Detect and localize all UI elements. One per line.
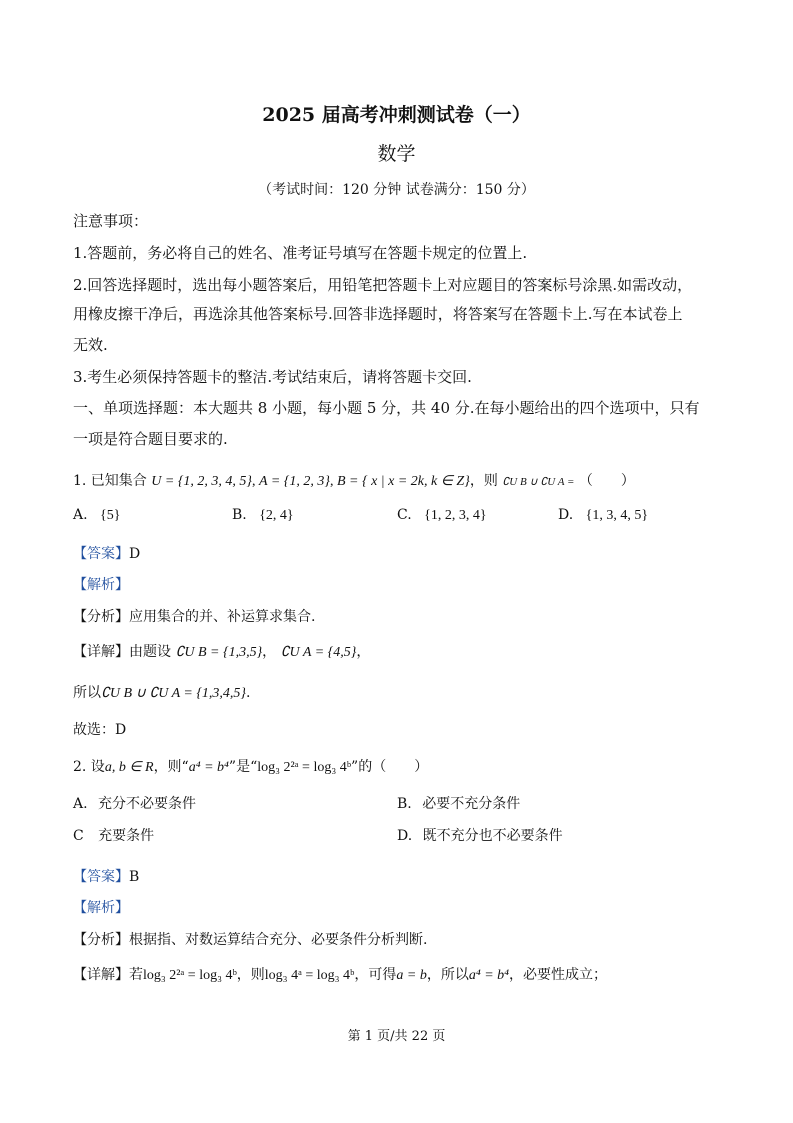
option-value: 既不充分也不必要条件	[422, 828, 563, 844]
notice-item-3: 3.考生必须保持答题卡的整洁.考试结束后，请将答题卡交回.	[73, 368, 472, 386]
notice-item-2-line-2: 用橡皮擦干净后，再选涂其他答案标号.回答非选择题时，将答案写在答题卡上.写在本试卷上	[73, 305, 683, 323]
fenxi-text: 应用集合的并、补运算求集合.	[129, 609, 316, 625]
option-value: {1, 2, 3, 4}	[424, 508, 487, 523]
question-2-cond-2: log₃ 2²ᵃ = log₃ 4ᵇ	[257, 760, 352, 775]
q2-analysis-tag: 【解析】	[73, 900, 129, 916]
detail-get: ，可得	[354, 967, 397, 983]
answer-value: D	[129, 546, 141, 562]
subject-title: 数学	[377, 143, 416, 165]
option-label: D.	[397, 828, 413, 844]
answer-tag: 【答案】	[73, 546, 129, 562]
q2-detail	[73, 964, 607, 984]
option-label: B.	[397, 796, 412, 812]
notice-item-2-line-3: 无效.	[73, 336, 108, 354]
detail-prefix: 由题设	[129, 644, 171, 660]
question-2-vars: a, b ∈ R	[104, 760, 154, 775]
q1-option-c	[397, 507, 487, 524]
answer-value: B	[129, 869, 140, 885]
so-prefix: 所以	[73, 685, 101, 701]
detail-eq-2: log₃ 4ᵃ = log₃ 4ᵇ	[264, 968, 355, 983]
q2-option-a	[73, 793, 196, 813]
q1-fenxi	[73, 606, 315, 626]
option-value: 充分不必要条件	[98, 796, 197, 812]
option-label: B.	[232, 507, 247, 523]
question-1-prefix: 1. 已知集合	[73, 473, 147, 489]
q1-analysis-tag: 【解析】	[73, 577, 129, 593]
detail-eq-3: a = b	[396, 968, 427, 983]
detail-complement-b: ∁U B = {1,3,5}	[175, 645, 263, 660]
q2-option-c	[73, 825, 154, 845]
exam-title: 2025 届高考冲刺测试卷（一）	[262, 104, 531, 126]
set-a: A = {1, 2, 3}	[259, 474, 330, 489]
section-line-2: 一项是符合题目要求的.	[73, 430, 228, 448]
set-u: U = {1, 2, 3, 4, 5}	[151, 474, 253, 489]
detail-if: 若	[129, 967, 143, 983]
detail-eq-4: a⁴ = b⁴	[468, 968, 510, 983]
fenxi-tag: 【分析】	[73, 932, 129, 948]
question-1-then: ，则	[469, 473, 498, 489]
so-end: .	[246, 685, 251, 701]
q2-answer	[73, 866, 139, 886]
question-2-cond-1: a⁴ = b⁴	[188, 760, 229, 775]
question-2-then: ，则“	[153, 759, 189, 775]
detail-so: ，所以	[426, 967, 469, 983]
notice-item-2-line-1: 2.回答选择题时，选出每小题答案后，用铅笔把答题卡上对应题目的答案标号涂黑.如需改动，	[73, 276, 693, 294]
question-2	[73, 756, 428, 776]
option-label: C.	[397, 507, 412, 523]
option-value: {5}	[100, 508, 121, 523]
notice-item-1: 1.答题前，务必将自己的姓名、准考证号填写在答题卡规定的位置上.	[73, 244, 528, 262]
notice-heading: 注意事项：	[73, 212, 149, 230]
option-value: {2, 4}	[259, 508, 294, 523]
q2-option-d	[397, 825, 563, 845]
option-label: C	[73, 828, 84, 844]
question-2-mid: ”是“	[228, 759, 258, 775]
option-label: A.	[73, 796, 88, 812]
separator: ,	[252, 474, 260, 489]
q1-option-b	[232, 507, 294, 524]
q2-fenxi	[73, 929, 427, 949]
separator: ,	[329, 474, 337, 489]
question-1	[73, 470, 635, 490]
q2-option-b	[397, 793, 520, 813]
detail-eq-1: log₃ 2²ᵃ = log₃ 4ᵇ	[143, 968, 237, 983]
page-number: 第 1 页/共 22 页	[347, 1029, 446, 1044]
answer-tag: 【答案】	[73, 869, 129, 885]
q1-answer	[73, 543, 140, 563]
question-1-expression: ∁U B ∪ ∁U A =	[502, 476, 575, 488]
option-label: A.	[73, 507, 88, 523]
q1-choose: 故选：D	[73, 722, 127, 738]
detail-end: ，	[356, 644, 371, 660]
question-2-end: ”的（ ）	[351, 759, 429, 775]
q1-option-a	[73, 507, 120, 524]
option-label: D.	[558, 507, 574, 523]
fenxi-text: 根据指、对数运算结合充分、必要条件分析判断.	[129, 932, 428, 948]
q1-option-d	[558, 507, 648, 524]
section-line-1: 一、单项选择题：本大题共 8 小题，每小题 5 分，共 40 分.在每小题给出的四个选项中，只有	[73, 399, 700, 417]
detail-end: ，必要性成立；	[509, 967, 608, 983]
detail-complement-a: ∁U A = {4,5}	[280, 645, 357, 660]
detail-tag: 【详解】	[73, 644, 129, 660]
option-value: {1, 3, 4, 5}	[585, 508, 649, 523]
detail-then: ，则	[236, 967, 265, 983]
exam-info: （考试时间：120 分钟 试卷满分：150 分）	[258, 182, 535, 198]
set-b: B = { x | x = 2k, k ∈ Z}	[336, 474, 470, 489]
detail-tag: 【详解】	[73, 967, 129, 983]
question-2-prefix: 2. 设	[73, 759, 105, 775]
question-1-paren: （ ）	[578, 473, 635, 489]
fenxi-tag: 【分析】	[73, 609, 129, 625]
detail-comma: ，	[262, 644, 277, 660]
option-value: 必要不充分条件	[422, 796, 521, 812]
option-value: 充要条件	[98, 828, 155, 844]
so-expression: ∁U B ∪ ∁U A = {1,3,4,5}	[101, 686, 247, 701]
q1-conclusion	[73, 682, 250, 702]
q1-detail	[73, 641, 370, 661]
